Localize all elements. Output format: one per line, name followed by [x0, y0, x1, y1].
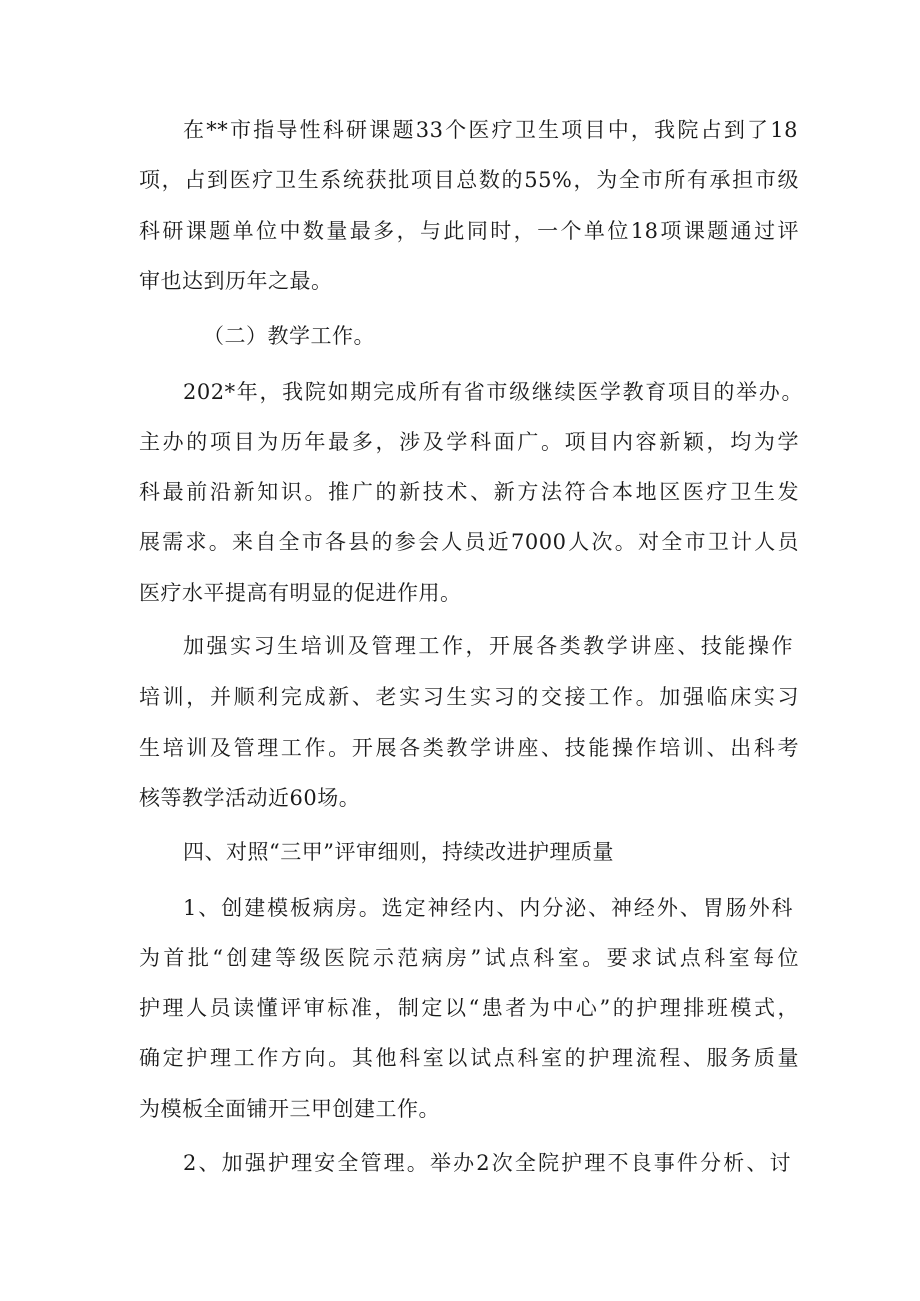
paragraph-ward-line-1: 1、创建模板病房。选定神经内、内分泌、神经外、胃肠外科	[183, 896, 793, 920]
section-heading-nursing: 四、对照“三甲”评审细则，持续改进护理质量	[183, 840, 614, 864]
paragraph-teaching-line-2: 主办的项目为历年最多，涉及学科面广。项目内容新颖，均为学	[139, 430, 799, 454]
paragraph-ward-line-4: 确定护理工作方向。其他科室以试点科室的护理流程、服务质量	[139, 1046, 799, 1070]
paragraph-intern-line-4: 核等教学活动近60场。	[139, 786, 361, 810]
paragraph-intern-line-2: 培训，并顺利完成新、老实习生实习的交接工作。加强临床实习	[139, 685, 799, 709]
paragraph-research-line-3: 科研课题单位中数量最多，与此同时，一个单位18项课题通过评	[139, 219, 799, 243]
paragraph-research-line-2: 项，占到医疗卫生系统获批项目总数的55%，为全市所有承担市级	[139, 168, 799, 192]
section-heading-teaching: （二）教学工作。	[203, 324, 375, 348]
paragraph-teaching-line-1: 202*年，我院如期完成所有省市级继续医学教育项目的举办。	[183, 380, 803, 404]
paragraph-ward-line-2: 为首批“创建等级医院示范病房”试点科室。要求试点科室每位	[139, 946, 799, 970]
paragraph-teaching-line-5: 医疗水平提高有明显的促进作用。	[139, 581, 462, 605]
paragraph-ward-line-5: 为模板全面铺开三甲创建工作。	[139, 1097, 440, 1121]
paragraph-teaching-line-4: 展需求。来自全市各县的参会人员近7000人次。对全市卫计人员	[139, 530, 799, 554]
paragraph-teaching-line-3: 科最前沿新知识。推广的新技术、新方法符合本地区医疗卫生发	[139, 480, 799, 504]
paragraph-safety-line-1: 2、加强护理安全管理。举办2次全院护理不良事件分析、讨	[183, 1151, 791, 1175]
paragraph-intern-line-1: 加强实习生培训及管理工作，开展各类教学讲座、技能操作	[183, 634, 793, 658]
paragraph-research-line-1: 在**市指导性科研课题33个医疗卫生项目中，我院占到了18	[183, 118, 798, 142]
paragraph-research-line-4: 审也达到历年之最。	[139, 269, 333, 293]
paragraph-ward-line-3: 护理人员读懂评审标准，制定以“患者为中心”的护理排班模式，	[139, 996, 799, 1020]
paragraph-intern-line-3: 生培训及管理工作。开展各类教学讲座、技能操作培训、出科考	[139, 736, 799, 760]
